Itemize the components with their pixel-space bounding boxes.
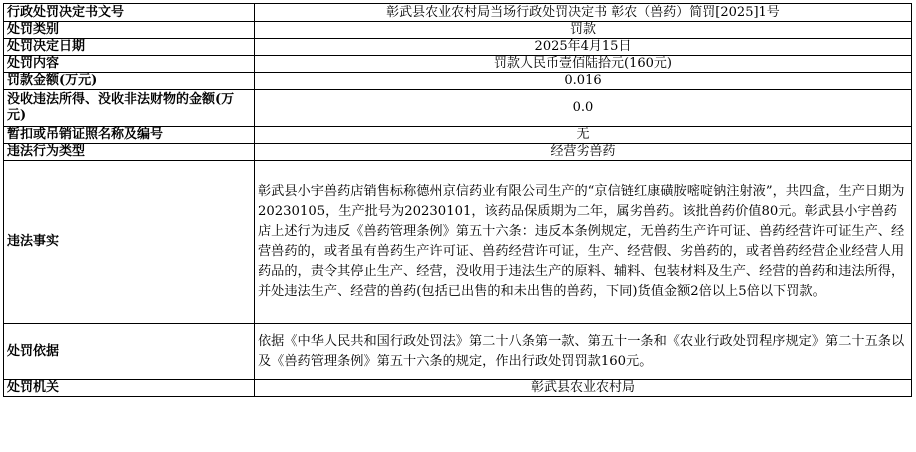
table-row: [4, 144, 912, 161]
table-row: [4, 127, 912, 144]
table-row: [4, 90, 912, 127]
row-value-fine-amount: 0.016: [255, 73, 912, 90]
table-row: [4, 161, 912, 324]
row-label-decision-number: 行政处罚决定书文号: [4, 4, 255, 22]
row-value-confiscation-amount: 0.0: [255, 90, 912, 127]
row-value-decision-number: 彰武县农业农村局当场行政处罚决定书 彰农（兽药）简罚[2025]1号: [255, 4, 912, 22]
row-label-confiscation-amount: 没收违法所得、没收非法财物的金额(万元): [4, 90, 255, 127]
table-row: [4, 380, 912, 397]
row-value-penalty-basis: 依据《中华人民共和国行政处罚法》第二十八条第一款、第五十一条和《农业行政处罚程序规定》第二十五条以及《兽药管理条例》第五十六条的规定，作出行政处罚罚款160元。: [255, 324, 912, 380]
row-label-penalty-content: 处罚内容: [4, 56, 255, 73]
row-value-violation-facts: 彰武县小宇兽药店销售标称德州京信药业有限公司生产的“京信链红康磺胺嘧啶钠注射液”，共四盒，生产日期为20230105，生产批号为20230101，该药品保质期为二年，属劣兽药。该批兽药价值80元。彰武县小宇兽药店上述行为违反《兽药管理条例》第五十六条：违反本条例规定，无兽药生产许可证、兽药经营许可证生产、经营兽药的，或者虽有兽药生产许可证、兽药经营许可证，生产、经营假、劣兽药的，或者兽药经营企业经营人用药品的，责令其停止生产、经营，没收用于违法生产的原料、辅料、包装材料及生产、经营的兽药和违法所得，并处违法生产、经营的兽药(包括已出售的和未出售的兽药，下同)货值金额2倍以上5倍以下罚款。: [255, 161, 912, 324]
table-row: [4, 22, 912, 39]
row-value-license-revocation: 无: [255, 127, 912, 144]
row-value-penalty-content: 罚款人民币壹佰陆拾元(160元): [255, 56, 912, 73]
row-label-violation-type: 违法行为类型: [4, 144, 255, 161]
row-label-penalty-category: 处罚类别: [4, 22, 255, 39]
table-row: [4, 39, 912, 56]
table-row: [4, 73, 912, 90]
table-row: [4, 4, 912, 22]
row-label-penalty-basis: 处罚依据: [4, 324, 255, 380]
row-label-decision-date: 处罚决定日期: [4, 39, 255, 56]
row-label-violation-facts: 违法事实: [4, 161, 255, 324]
row-label-fine-amount: 罚款金额(万元): [4, 73, 255, 90]
row-label-penalty-authority: 处罚机关: [4, 380, 255, 397]
table-row: [4, 324, 912, 380]
penalty-record-table: [3, 3, 912, 397]
row-value-violation-type: 经营劣兽药: [255, 144, 912, 161]
row-value-decision-date: 2025年4月15日: [255, 39, 912, 56]
table-row: [4, 56, 912, 73]
row-value-penalty-authority: 彰武县农业农村局: [255, 380, 912, 397]
row-label-license-revocation: 暂扣或吊销证照名称及编号: [4, 127, 255, 144]
row-value-penalty-category: 罚款: [255, 22, 912, 39]
